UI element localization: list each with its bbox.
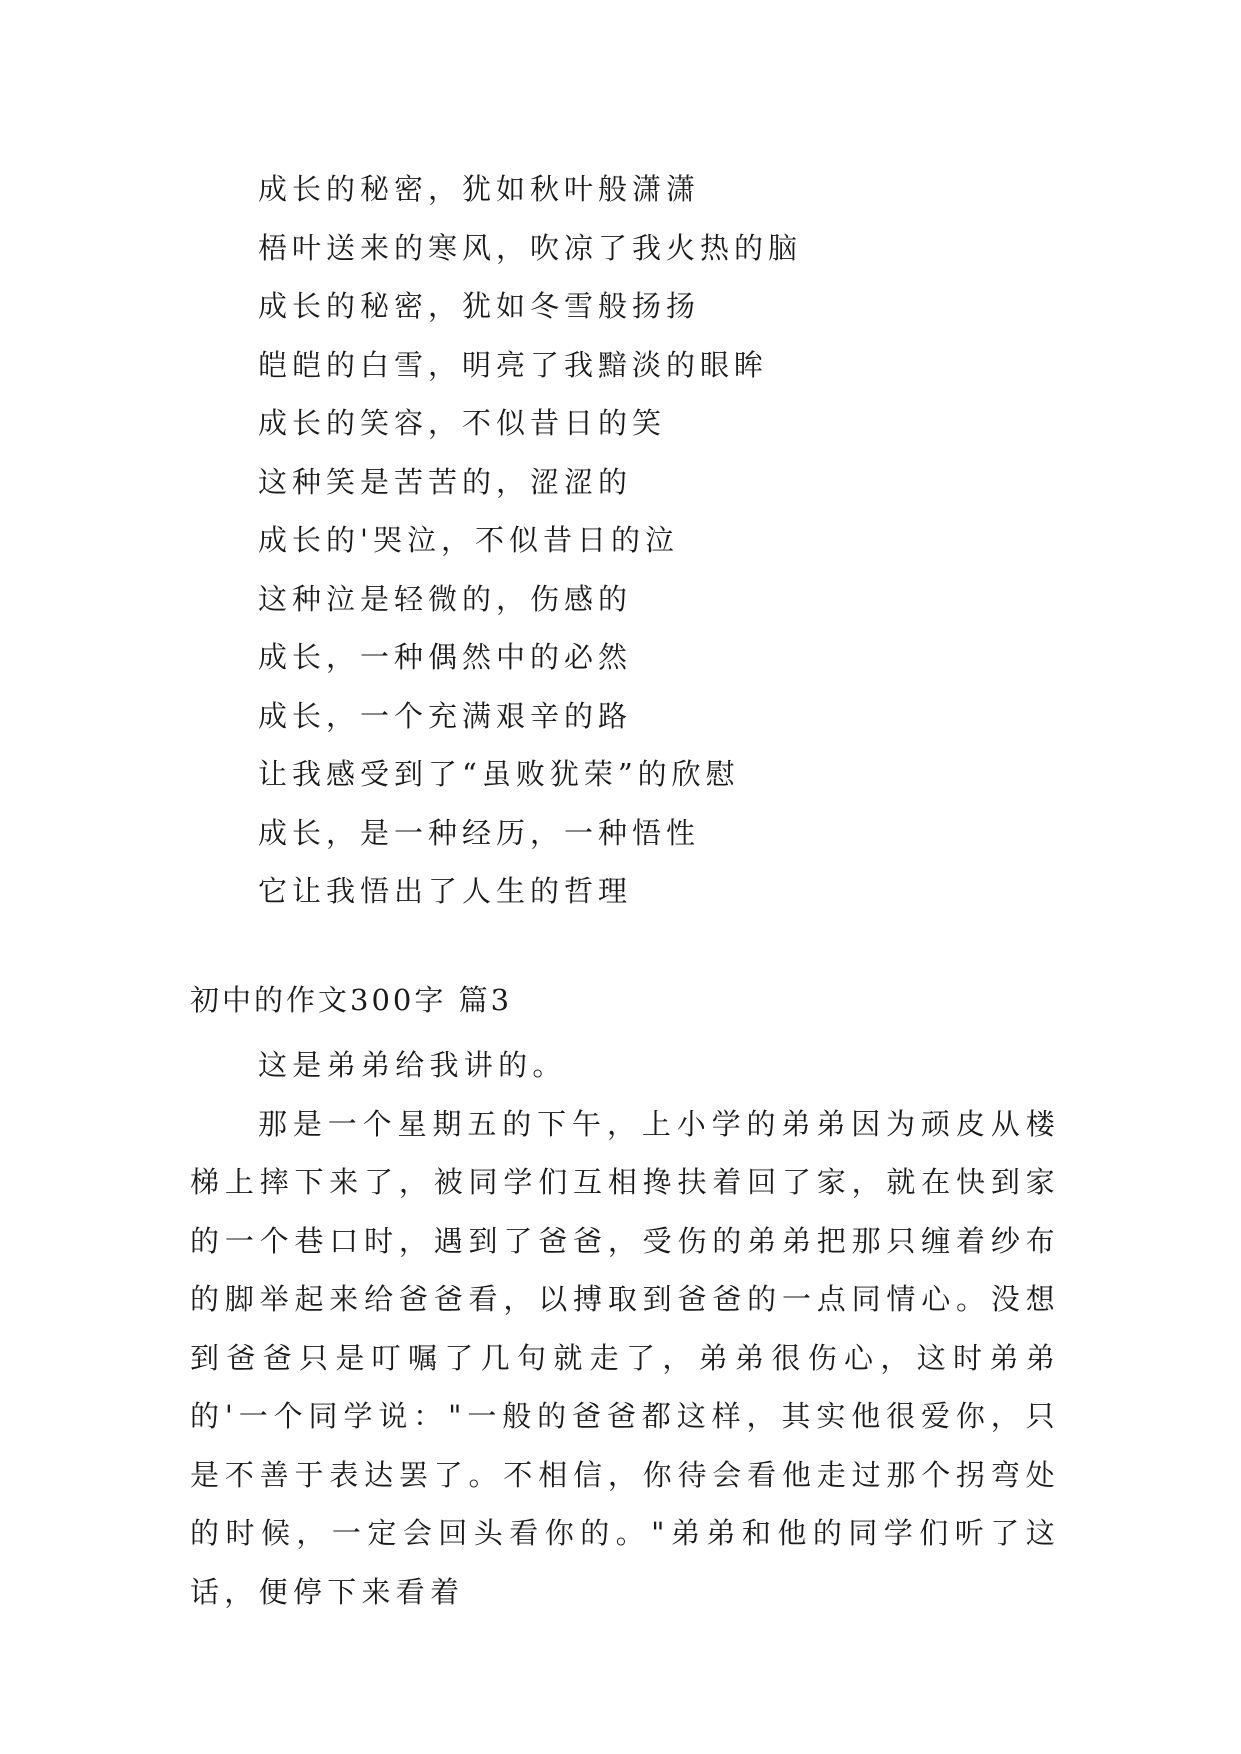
poem-line: 成长，一个充满艰辛的路 bbox=[258, 698, 633, 733]
poem-line: 梧叶送来的寒风，吹凉了我火热的脑 bbox=[258, 230, 803, 265]
essay-body bbox=[190, 1036, 1060, 1621]
poem-line: 成长的笑容，不似昔日的笑 bbox=[258, 406, 667, 440]
poem-line: 让我感受到了“虽败犹荣”的欣慰 bbox=[258, 757, 740, 791]
essay-paragraph: 那是一个星期五的下午，上小学的弟弟因为顽皮从楼梯上摔下来了，被同学们互相搀扶着回了家，就在快到家的一个巷口时，遇到了爸爸，受伤的弟弟把那只缠着纱布的脚举起来给爸爸看，以搏取到爸爸的一点同情心。没想到爸爸只是叮嘱了几句就走了，弟弟很伤心，这时弟弟的'一个同学说："一般的爸爸都这样，其实他很爱你，只是不善于表达罢了。不相信，你待会看他走过那个拐弯处的时候，一定会回头看你的。"弟弟和他的同学们听了这话，便停下来看着 bbox=[190, 1106, 1060, 1609]
essay-paragraph: 这是弟弟给我讲的。 bbox=[258, 1048, 567, 1082]
poem-line: 成长，一种偶然中的必然 bbox=[258, 640, 633, 674]
poem-line: 这种笑是苦苦的，涩涩的 bbox=[258, 464, 633, 499]
section-heading: 初中的作文300字 篇3 bbox=[190, 983, 513, 1017]
poem-line: 皑皑的白雪，明亮了我黯淡的眼眸 bbox=[258, 347, 769, 382]
poem-line: 成长的'哭泣，不似昔日的泣 bbox=[258, 523, 679, 557]
poem-line: 成长，是一种经历，一种悟性 bbox=[258, 815, 701, 850]
poem-line: 这种泣是轻微的，伤感的 bbox=[258, 581, 633, 616]
poem-line: 成长的秘密，犹如冬雪般扬扬 bbox=[258, 289, 701, 323]
poem-block bbox=[258, 160, 802, 921]
poem-line: 成长的秘密，犹如秋叶般潇潇 bbox=[258, 172, 701, 206]
poem-line: 它让我悟出了人生的哲理 bbox=[258, 874, 633, 908]
